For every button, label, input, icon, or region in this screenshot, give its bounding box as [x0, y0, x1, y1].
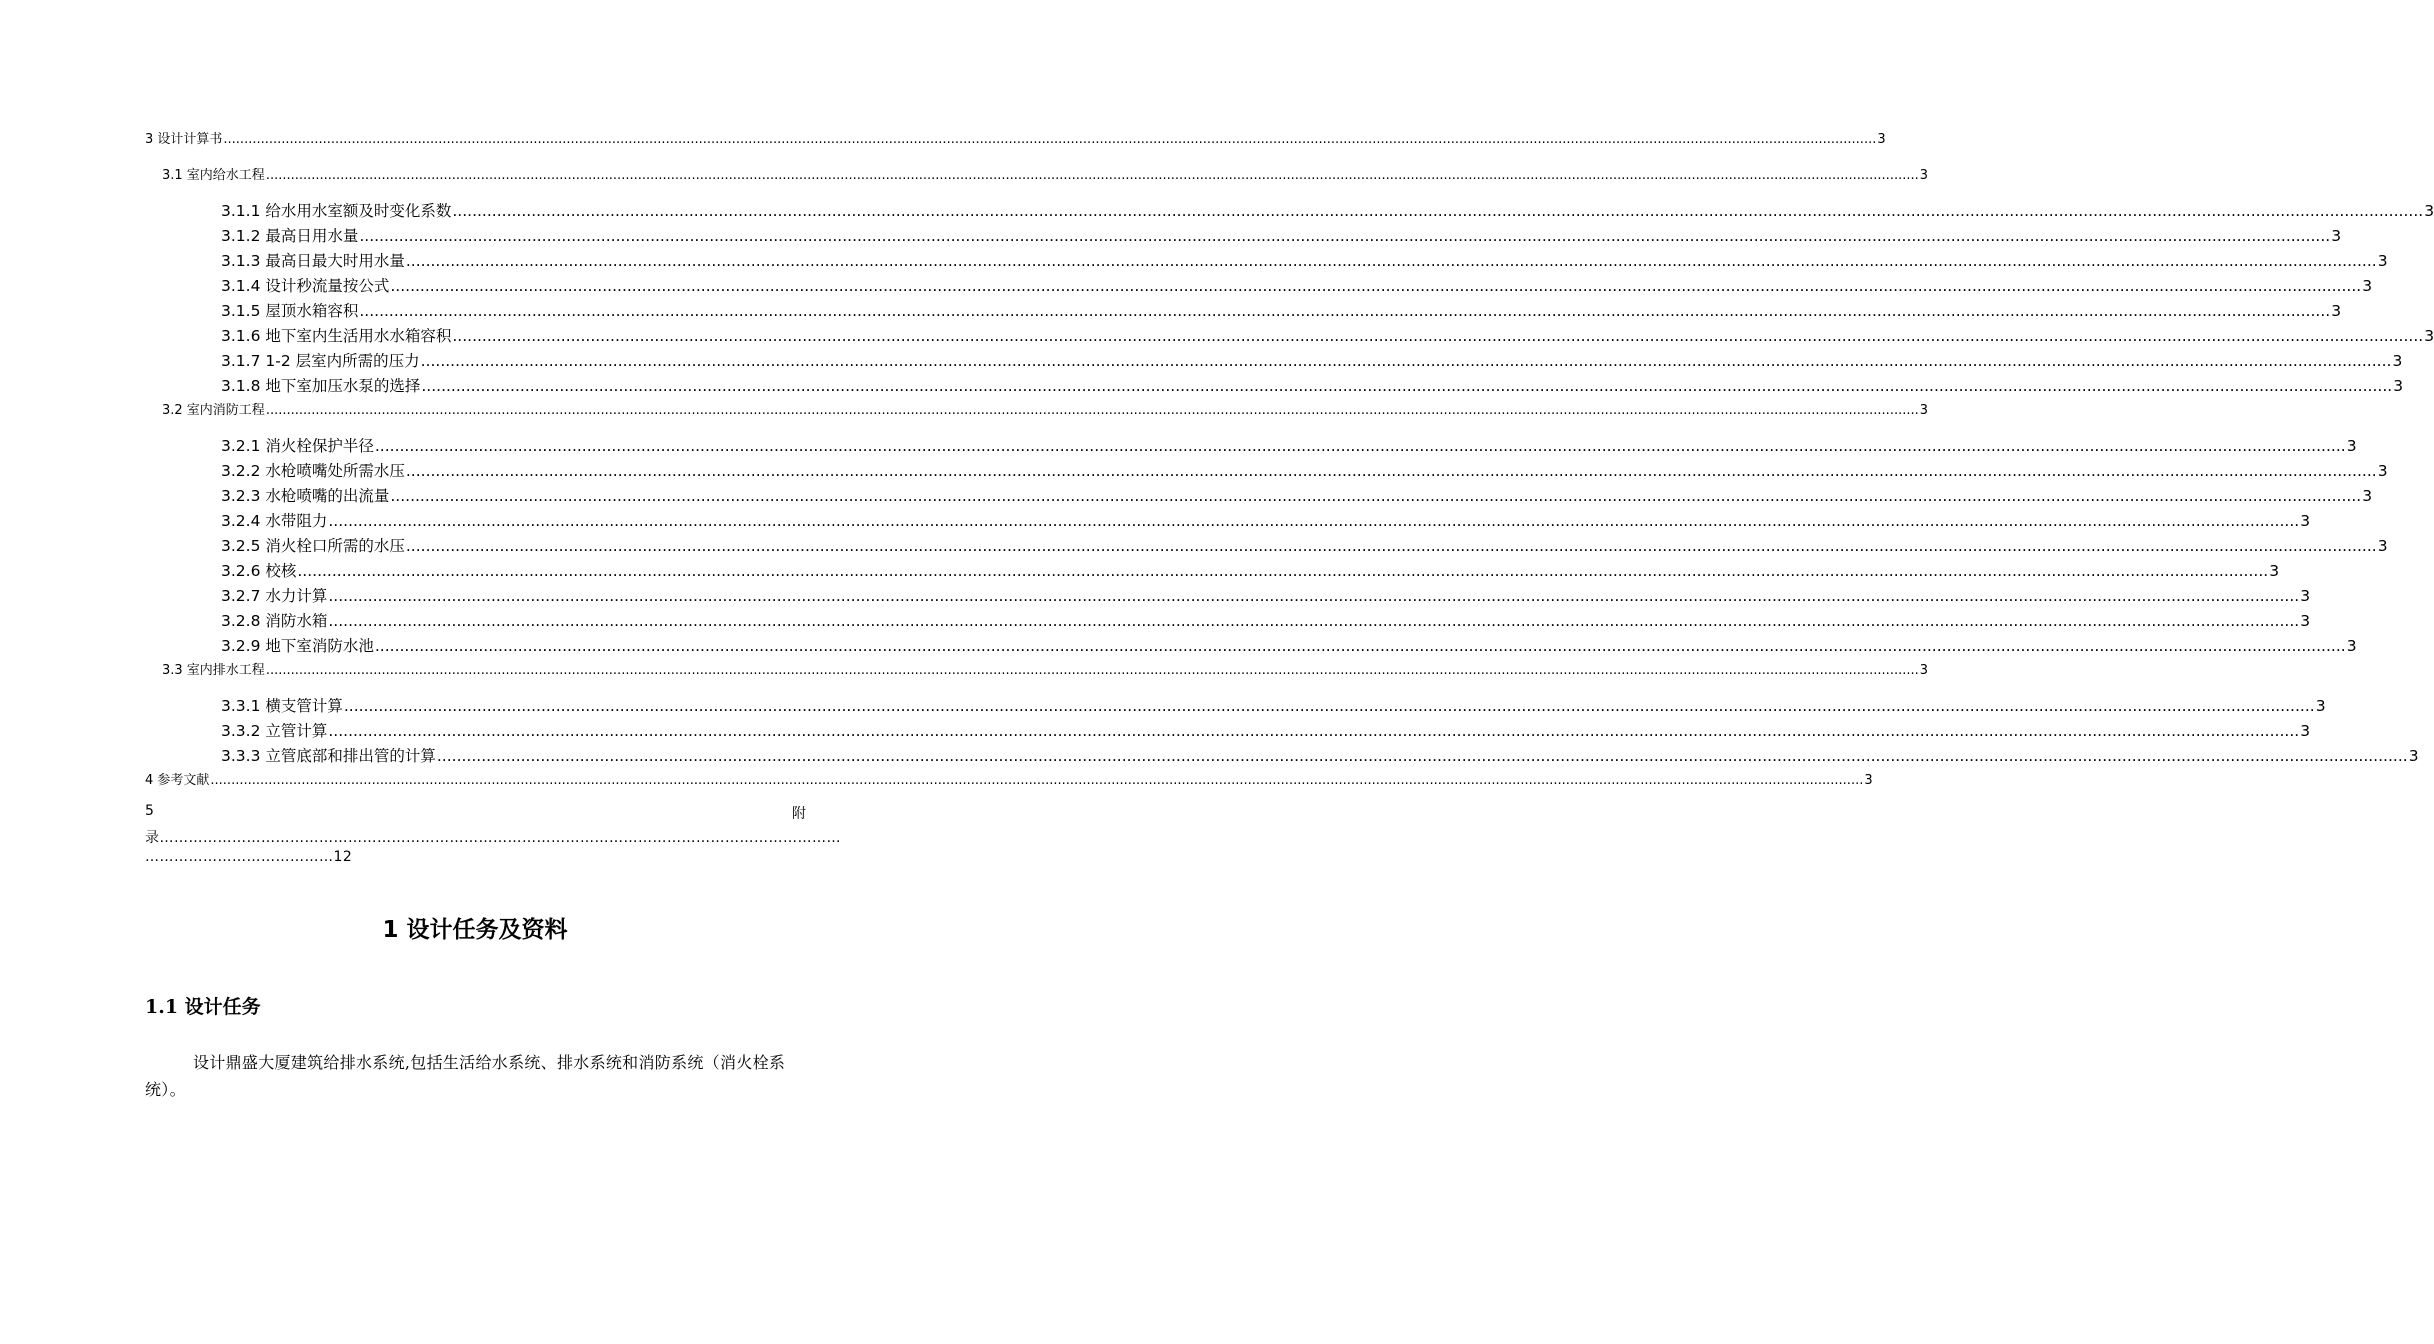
toc-entry[interactable]	[221, 534, 2388, 556]
toc-entry-label: 3.1.5 屋顶水箱容积	[221, 302, 359, 320]
toc-entry[interactable]	[221, 374, 2404, 396]
toc-entry-label: 3.3.3 立管底部和排出管的计算	[221, 747, 436, 765]
body-paragraph-text: 设计鼎盛大厦建筑给排水系统,包括生活给水系统、排水系统和消防系统（消火栓系统）。	[145, 1053, 786, 1099]
toc-entry[interactable]	[145, 128, 1886, 147]
toc-entry[interactable]	[221, 299, 2342, 321]
toc-leader-dots: ................................................................................................................................................................................................................................................................................................................................................................................................................	[405, 462, 2377, 480]
toc-entry-label: 3.1.7 1-2 层室内所需的压力	[221, 352, 420, 370]
toc-entry-label: 4 参考文献	[145, 773, 210, 788]
toc-entry-page: 3	[2362, 487, 2373, 505]
toc-entry-page: 3	[1919, 663, 1929, 678]
toc-leader-dots: ................................................................................................................................................................................................................................................................................................................................................................................................................	[374, 437, 2346, 455]
toc-entry-page: 3	[2300, 512, 2311, 530]
toc-entry[interactable]	[162, 399, 1929, 418]
toc-entry-label: 3.1.3 最高日最大时用水量	[221, 252, 405, 270]
toc-entry[interactable]	[221, 249, 2388, 271]
toc-entry-page: 3	[2408, 747, 2419, 765]
toc-entry-label: 3.2 室内消防工程	[162, 403, 265, 418]
toc-leader-dots: ................................................................................................................................................................................................................................................................................................................................................................................................................	[405, 537, 2377, 555]
toc-entry-label: 3.1.2 最高日用水量	[221, 227, 359, 245]
toc-entry[interactable]	[221, 609, 2311, 631]
toc-entry-label: 3.2.6 校核	[221, 562, 297, 580]
toc-leader-dots: ................................................................................................................................................................................................................................................................................................................................................................................................................	[297, 562, 2269, 580]
toc-leader-dots: ................................................................................................................................................................................................................................................................................................................................................................................................................	[436, 747, 2408, 765]
toc-entry[interactable]	[162, 659, 1929, 678]
section-heading: 1.1 设计任务	[145, 996, 261, 1018]
toc-entry[interactable]	[221, 719, 2311, 741]
toc-leader-dots: ................................................................................................................................................................................................................................................................................................................................................................................................................	[328, 722, 2300, 740]
toc-entry-page: 3	[1877, 132, 1886, 147]
toc-entry-page: 3	[2300, 612, 2311, 630]
toc-leader-dots: ................................................................................................................................................................................................................................................................................................................................................................................................................	[359, 302, 2331, 320]
toc-entry-label: 3.1.4 设计秒流量按公式	[221, 277, 390, 295]
toc-entry[interactable]	[221, 324, 2434, 346]
toc-entry-label: 3.1.1 给水用水室额及时变化系数	[221, 202, 452, 220]
toc-entry-appendix-page: 12	[333, 849, 353, 865]
chapter-heading: 1 设计任务及资料	[382, 917, 568, 943]
toc-entry-label: 3.3 室内排水工程	[162, 663, 265, 678]
toc-leader-dots: ................................................................................................................................................................................................................................................................................................................................................................................................................	[265, 168, 1919, 183]
toc-entry-appendix-char1: 附	[792, 806, 806, 822]
toc-entry-appendix-line2	[145, 827, 841, 849]
toc-entry-page: 3	[2393, 377, 2404, 395]
toc-entry-label: 3.3.1 横支管计算	[221, 697, 343, 715]
toc-entry-appendix-number: 5	[145, 803, 154, 819]
toc-leader-dots: ................................................................................................................................................................................................................................................................................................................................................................................................................	[328, 612, 2300, 630]
toc-entry-label: 3.2.1 消火栓保护半径	[221, 437, 374, 455]
toc-entry-page: 3	[2331, 302, 2342, 320]
toc-leader-dots: ................................................................................................................................................................................................................................................................................................................................................................................................................	[374, 637, 2346, 655]
toc-entry-appendix[interactable]	[145, 803, 841, 871]
toc-entry-page: 3	[2377, 537, 2388, 555]
toc-entry-appendix-char2: 录	[145, 830, 160, 846]
toc-entry-page: 3	[2377, 462, 2388, 480]
toc-entry[interactable]	[221, 694, 2326, 716]
toc-leader-dots: ................................................................................................................................................................................................................................................................................................................................................................................................................	[328, 512, 2300, 530]
toc-leader-dots: ................................................................................................................................................................................................................................................................................................................................................................................................................	[452, 327, 2424, 345]
toc-entry-label: 3.2.8 消防水箱	[221, 612, 328, 630]
body-paragraph	[145, 1049, 806, 1103]
toc-leader-dots: ................................................................................................................................................................................................................................................................................................................................................................................................................	[328, 587, 2300, 605]
toc-entry-label: 3.2.2 水枪喷嘴处所需水压	[221, 462, 405, 480]
toc-entry-page: 3	[2346, 637, 2357, 655]
toc-entry[interactable]	[221, 634, 2357, 656]
toc-entry-page: 3	[2377, 252, 2388, 270]
toc-leader-dots: …………………………………	[145, 849, 334, 865]
toc-leader-dots: ................................................................................................................................................................................................................................................................................................................................................................................................................	[359, 227, 2331, 245]
toc-entry-label: 3.2.5 消火栓口所需的水压	[221, 537, 405, 555]
toc-entry-page: 3	[2362, 277, 2373, 295]
toc-leader-dots: ................................................................................................................................................................................................................................................................................................................................................................................................................	[390, 487, 2362, 505]
toc-entry-page: 3	[2315, 697, 2326, 715]
toc-entry-label: 3.2.7 水力计算	[221, 587, 328, 605]
toc-entry[interactable]	[221, 484, 2373, 506]
toc-leader-dots: ................................................................................................................................................................................................................................................................................................................................................................................................................	[390, 277, 2362, 295]
toc-leader-dots: ................................................................................................................................................................................................................................................................................................................................................................................................................	[421, 377, 2393, 395]
toc-entry[interactable]	[221, 224, 2342, 246]
toc-leader-dots: ……………………………………………………………………………………………………………………………	[159, 830, 841, 846]
toc-entry-page: 3	[2300, 587, 2311, 605]
toc-entry-page: 3	[1919, 403, 1929, 418]
toc-entry-label: 3.1.6 地下室内生活用水水箱容积	[221, 327, 452, 345]
toc-entry[interactable]	[221, 584, 2311, 606]
toc-entry-page: 3	[2392, 352, 2403, 370]
toc-entry[interactable]	[221, 274, 2373, 296]
toc-entry[interactable]	[145, 769, 1873, 788]
toc-leader-dots: ................................................................................................................................................................................................................................................................................................................................................................................................................	[343, 697, 2315, 715]
toc-entry-page: 3	[2346, 437, 2357, 455]
toc-entry-page: 3	[2300, 722, 2311, 740]
toc-entry-label: 3 设计计算书	[145, 132, 223, 147]
toc-entry-label: 3.2.3 水枪喷嘴的出流量	[221, 487, 390, 505]
toc-entry-label: 3.1.8 地下室加压水泵的选择	[221, 377, 421, 395]
toc-leader-dots: ................................................................................................................................................................................................................................................................................................................................................................................................................	[265, 403, 1919, 418]
toc-entry-label: 3.2.9 地下室消防水池	[221, 637, 374, 655]
toc-leader-dots: ................................................................................................................................................................................................................................................................................................................................................................................................................	[405, 252, 2377, 270]
toc-leader-dots: ................................................................................................................................................................................................................................................................................................................................................................................................................	[452, 202, 2424, 220]
toc-entry-label: 3.2.4 水带阻力	[221, 512, 328, 530]
toc-entry-page: 3	[2269, 562, 2280, 580]
toc-entry[interactable]	[221, 744, 2419, 766]
toc-entry-page: 3	[2424, 327, 2434, 345]
toc-entry[interactable]	[221, 559, 2280, 581]
toc-entry-page: 3	[2424, 202, 2434, 220]
toc-leader-dots: ................................................................................................................................................................................................................................................................................................................................................................................................................	[420, 352, 2392, 370]
toc-entry[interactable]	[221, 349, 2403, 371]
toc-leader-dots: ................................................................................................................................................................................................................................................................................................................................................................................................................	[223, 132, 1877, 147]
toc-entry-label: 3.3.2 立管计算	[221, 722, 328, 740]
toc-entry-page: 3	[2331, 227, 2342, 245]
toc-entry-page: 3	[1864, 773, 1873, 788]
toc-entry[interactable]	[162, 164, 1929, 183]
toc-entry-page: 3	[1919, 168, 1929, 183]
toc-entry[interactable]	[221, 459, 2388, 481]
toc-leader-dots: ................................................................................................................................................................................................................................................................................................................................................................................................................	[210, 773, 1864, 788]
toc-leader-dots: ................................................................................................................................................................................................................................................................................................................................................................................................................	[265, 663, 1919, 678]
toc-entry[interactable]	[221, 434, 2357, 456]
toc-entry-label: 3.1 室内给水工程	[162, 168, 265, 183]
toc-entry[interactable]	[221, 509, 2311, 531]
toc-entry-appendix-line3	[145, 849, 806, 871]
toc-entry[interactable]	[221, 199, 2434, 221]
